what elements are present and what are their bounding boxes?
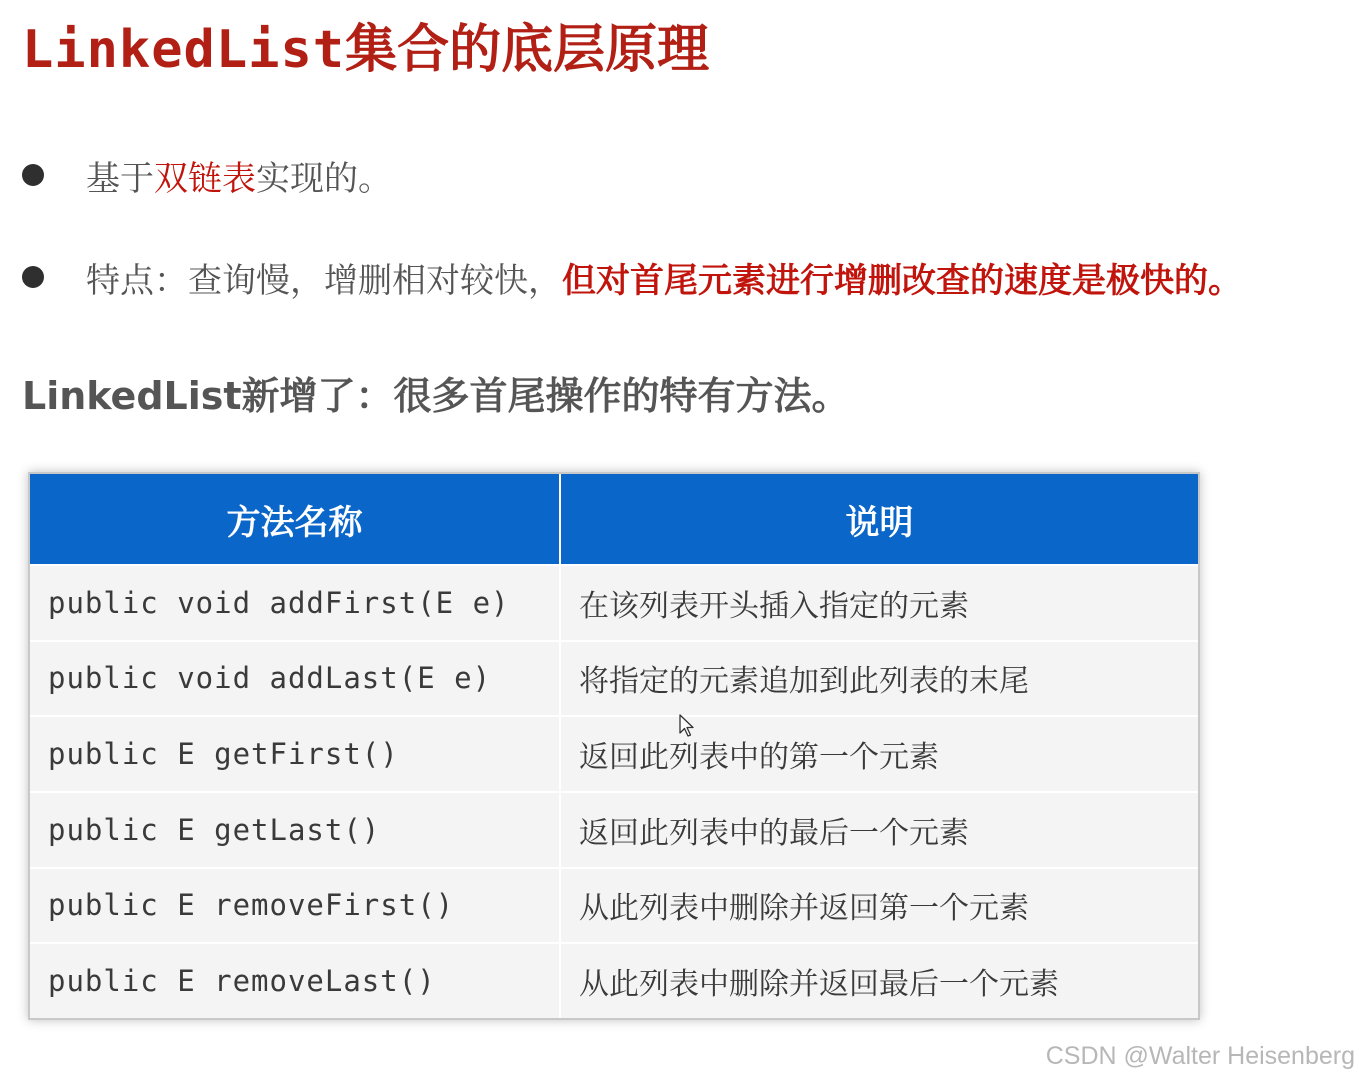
method-cell: public E getLast() — [30, 792, 560, 868]
description-cell: 返回此列表中的第一个元素 — [560, 716, 1198, 792]
description-cell: 将指定的元素追加到此列表的末尾 — [560, 641, 1198, 717]
header-description: 说明 — [560, 474, 1198, 565]
table-row — [30, 641, 1198, 717]
description-cell: 在该列表开头插入指定的元素 — [560, 565, 1198, 641]
mouse-pointer-icon — [679, 714, 695, 738]
method-cell: public E removeLast() — [30, 943, 560, 1018]
method-cell: public void addLast(E e) — [30, 641, 560, 717]
description-cell: 从此列表中删除并返回最后一个元素 — [560, 943, 1198, 1018]
bullet-item-1 — [22, 150, 392, 200]
methods-table — [30, 474, 1198, 1018]
bullet-1-text-after: 实现的。 — [256, 158, 392, 199]
table-row — [30, 792, 1198, 868]
description-cell: 从此列表中删除并返回第一个元素 — [560, 868, 1198, 944]
methods-table-container — [28, 472, 1200, 1020]
bullet-1-highlight: 双链表 — [154, 158, 256, 199]
section-subheading: LinkedList新增了：很多首尾操作的特有方法。 — [22, 374, 850, 418]
watermark: CSDN @Walter Heisenberg — [1045, 1042, 1355, 1070]
bullet-dot-icon — [22, 164, 44, 186]
slide-title — [22, 18, 709, 82]
header-method-name: 方法名称 — [30, 474, 560, 565]
table-header-row — [30, 474, 1198, 565]
bullet-item-2 — [22, 252, 1242, 302]
bullet-1-text-before: 基于 — [86, 158, 154, 199]
table-row — [30, 565, 1198, 641]
title-text: 集合的底层原理 — [345, 20, 710, 80]
bullet-dot-icon — [22, 266, 44, 288]
table-row — [30, 943, 1198, 1018]
method-cell: public void addFirst(E e) — [30, 565, 560, 641]
bullet-2-emphasis: 但对首尾元素进行增删改查的速度是极快的。 — [562, 260, 1242, 301]
table-row — [30, 868, 1198, 944]
title-class-name: LinkedList — [22, 20, 346, 80]
description-cell: 返回此列表中的最后一个元素 — [560, 792, 1198, 868]
bullet-2-text: 特点：查询慢，增删相对较快， — [86, 260, 562, 301]
method-cell: public E removeFirst() — [30, 868, 560, 944]
table-row — [30, 716, 1198, 792]
method-cell: public E getFirst() — [30, 716, 560, 792]
